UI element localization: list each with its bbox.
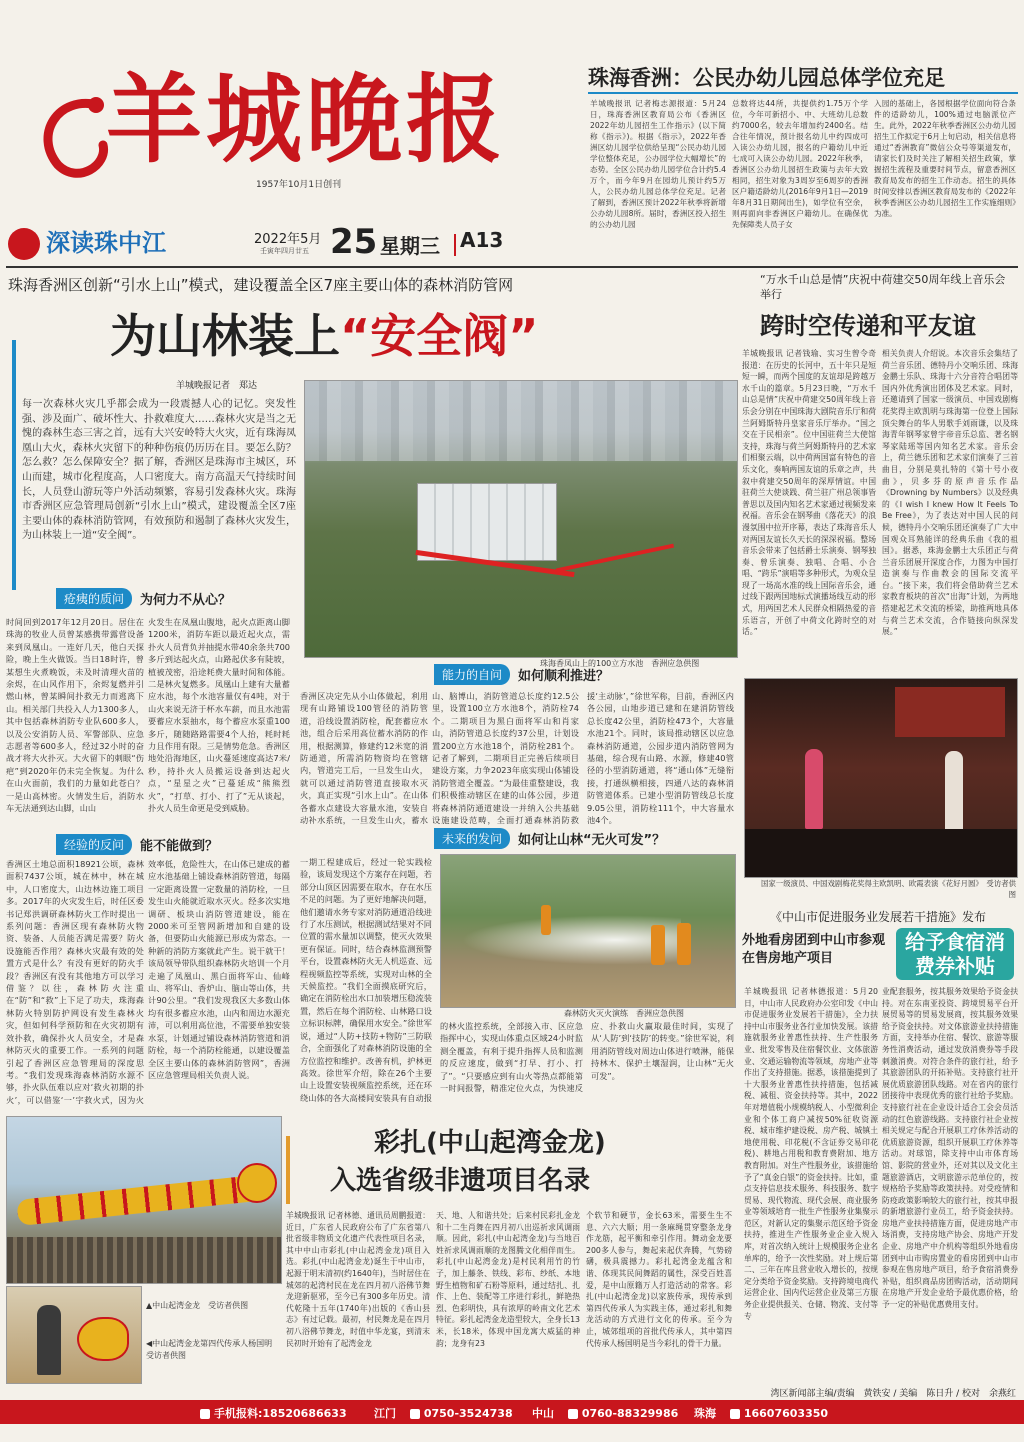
bottom-col1: 羊城晚报讯 记者林德、通讯员周鹏报道：近日，广东省人民政府公布了广东省第八批省级非物质文化遗产代表性项目名录，其中中山市彩扎(中山起湾金龙)项目入选。彩扎(中山起湾金龙)诞生于中山市，起源于明末清初(约1640年)，当时居住在城郊的起湾村民在龙在四月初八浴佛节舞龙迎新驱邪，至今已有300多年历史。清代乾隆十五年(1740年)出版的《香山县志》有过记载。最初，村民舞龙是在四月初八浴佛节舞龙，时值中华龙宴，到清末民初时开始有了起湾金龙 bbox=[286, 1211, 430, 1348]
sec4-tag: 未来的发问 bbox=[434, 828, 510, 849]
section-title bbox=[46, 226, 166, 260]
section-logo-icon bbox=[8, 228, 40, 260]
main-headline-part2: “安全阀” bbox=[340, 309, 539, 363]
top-story-col3: 入园的基础上，各园根据学位面向符合条件的适龄幼儿，100%通过电脑派位产生。此外，2022年秋季香洲区公办幼儿园招生工作拟定于6月上旬启动，相关信息将通过“香洲教育”微信公众号等渠道发布，请家长们及时关注了解相关招生政策，掌握招生流程及重要时间节点，留意香洲区教育局发布的招生工作动态。招生的具体时间安排以香洲区教育局发布的《2022年秋季香洲区公办幼儿园招生工作实施细则》为准。 bbox=[874, 99, 1016, 218]
phone-icon bbox=[200, 1409, 210, 1419]
right-top-kicker: “万水千山总是情”庆祝中荷建交50周年线上音乐会举行 bbox=[760, 273, 1006, 301]
main-lead: 每一次森林火灾几乎都会成为一段震撼人心的记忆。突发性强、涉及面广、破坏性大、扑救难度大……森林火灾是当之无愧的森林生态三害之首，远有大兴安岭特大火灾，近有珠海凤凰山大火，森林火灾留下的种种伤痕仍历历在目。要怎么防？怎么救？怎么保障安全？据了解，香洲区是珠海市主城区，环山而建，城市化程度高，人口密度大。南方高温天气持续时间长，人员登山游玩等户外活动频繁，容易引发森林火灾。珠海市香洲区应急管理局创新“引水上山”模式，建设覆盖全区7座主要山体的森林消防管网，有效预防和遏制了森林火灾发生，为山林装上一道“安全阀”。 bbox=[22, 399, 296, 542]
page-number: A13 bbox=[460, 228, 504, 252]
right-bottom-col1: 羊城晚报讯 记者林德报道：5月20日，中山市人民政府办公室印发《中山市促进服务业发展若干措施》，全力扶持中山市服务业各行业加快发展。该措施就服务业普惠性扶持、生产性服务业、批发零售及住宿餐饮业、文体旅游业、交通运输物流等领域，房地产业等作出了支持措施。据悉，该措施提到了十大服务业普惠性扶持措施，包括减税、减租、资金扶持等。其中，2022年对增值税小规模纳税人、小型微利企业和个体工商户减按50%征收资源税、城市维护建设税、房产税、城镇土地使用税、印花税(不含证券交易印花税)、耕地占用税和教育费附加、地方教育附加。对生产性服务业，该措施给予了“真金白银”的资金扶持。比如，重点支持信息技术服务、科技服务、数字贸易、现代物流、现代会展、商业服务业等领域培育一批生产性服务业集聚示范区，对新认定的集聚示范区给予资金扶持，推进生产性服务业企业入规入库，对首次纳入统计上规模服务企业名单库的，给予一次性奖励。对上规后第二、三年在库且营业收入增长的，按规定分类给予资金奖励。支持跨境电商代运营企业、国内代运营企业及第三方服务企业提供报关、仓储、物流、支付等专 bbox=[744, 987, 878, 1321]
zhongshan-label: 中山 bbox=[532, 1407, 554, 1420]
top-story-col2: 总数将达44所，共提供约1.75万个学位，今年可新招小、中、大班幼儿总数约7000名，较去年增加约2400名。结合往年情况，预计报名幼儿中约四成可入读公办幼儿园，报名的户籍幼儿中近七成可入读公办幼儿园。2022年秋季，香洲区公办幼儿园招生政策与去年大致相同，招生对象为3周岁至6周岁的香洲区户籍适龄幼儿(2016年9月1日—2019年8月31日期间出生)，如学位有空余，则再面向非香洲区户籍幼儿。在确保优先保障类人员子女 bbox=[732, 99, 868, 229]
inheritor-photo bbox=[6, 1286, 142, 1384]
phone-icon bbox=[730, 1409, 740, 1419]
sec2-label bbox=[56, 834, 218, 854]
sec2-tag: 经验的反问 bbox=[56, 834, 132, 855]
sec4-col2: 的林火监控系统，全部接入市、区应急指挥中心，实现山体重点区域24小时监测全覆盖，有利于提升指挥人员和监测的反应速度，做到“打早、打小、打了”。“只要感应到有山火等热点都能第一时间报警，精准定位火点，为快速反应、扑救山火赢取最佳时间，实现了从‘人防’到‘技防’的转变。”徐世军说，利用消防管线对周边山体进行喷淋，能保持林木、保护土壤湿润，让山林“无火可发”。 bbox=[440, 1021, 734, 1094]
lunar-date: 壬寅年四月廿五 bbox=[260, 247, 309, 255]
dragon-body bbox=[16, 1174, 267, 1226]
bottom-col3: 个软节和硬节，金长63米，需要生生不息、六六大顺；用一条麻绳贯穿整条龙身作龙筋，起平衡和牵引作用。舞动金龙要200多人参与，舞起来起伏奔腾，气势磅礴，极具震撼力。彩扎起湾金龙蕴含和谐、体现其民间舞蹈的属性，深受百姓喜爱，是中山原籍万人打造活动的常客。彩扎(中山起湾金龙)以家族传承，现传承到第四代传承人为实践主体，通过彩扎和舞龙活动的方式进行文化的传承。至今为止，城郊组项的首批代传承人，其中第四代传承人杨国明是当今彩扎的骨干力量。 bbox=[586, 1211, 732, 1348]
sec3-col1: 香洲区决定先从小山体做起，利用现有山路铺设100管径的消防管道，沿线设置消防栓，配套蓄应水池，组合后采用高位蓄水消防的作用，根据测算，修建约12米宽的消防通道，所需消防物资均在管辖内，管道完工后，一旦发生山火，就可以通过消防管道直接取水灭火，真正实现“引水上山”。在山体各蓄水点建设大容量水池，安装自动补水系统，一旦发生山火，蓄水 bbox=[300, 691, 428, 826]
bottom-headline-line2: 入选省级非遗项目名录 bbox=[330, 1166, 591, 1196]
main-kicker: 珠海香洲区创新“引水上山”模式，建设覆盖全区7座主要山体的森林消防管网 bbox=[8, 276, 514, 294]
top-story-col1: 羊城晚报讯 记者梅志源报道：5月24日，珠海香洲区教育局公布《香洲区2022年幼儿园招生工作指示》(以下简称《指示》)。根据《指示》，2022年香洲区幼儿园学位供给呈现“公民办幼儿园学位整体充足，公办园学位大幅增长”的态势。全区公民办幼儿园学位合计约5.4万个，而今年9月在园幼儿预计约5万人，公民办幼儿园总体学位充足。记者了解到，香洲区预计2022年秋季将新增公办幼儿园8所。届时，香洲区投入招生的公办幼儿园 bbox=[590, 99, 726, 229]
hotline-number: 18520686633 bbox=[262, 1407, 347, 1420]
sec3-tag: 能力的自问 bbox=[434, 664, 510, 685]
sec2-question: 能不能做到？ bbox=[140, 838, 219, 854]
sec1-col2: 火发生在凤凰山腹地，起火点距离山脚1200米，消防车距以最近起火点，需扑火人员背负并抽提水带40余条共700多斤到达起火点，山路起伏多有陡坡，植被茂密，沿途耗费大量时间和体能。二是林火复燃多。凤凰山上建有大量蓄应水池，每个水池容量仅有4吨，对于山火来说无济于杯水车薪，而且水池需要蓄应水泵抽水，每个蓄应水泵重100多斤，随随路路需要4个人抬，耗时耗力且作用有限。三是情势危急。香洲区地处沿海地区，山火蔓延速度高达7米/秒，持扑火人员搬运设备到达起火点，“星星之火”已蔓延成“熊熊烈火”，“打草、打小、打了”无从谈起，扑火人员生命更是受到威胁。 bbox=[148, 617, 290, 814]
sec1-tag: 疮痍的质问 bbox=[56, 588, 132, 609]
jiangmen-label: 江门 bbox=[374, 1407, 396, 1420]
footer-zhongshan bbox=[532, 1405, 678, 1421]
main-headline bbox=[110, 306, 538, 366]
performer-2 bbox=[945, 751, 963, 833]
right-top-col1: 羊城晚报讯 记者钱瑜、实习生曾令奇报道：在历史的长河中，五十年只是短短一瞬，而两个国度的友谊却是跨越万水千山的篇章。5月23日晚，“万水千山总是情”庆祝中荷建交50周年线上音乐会分别在中国珠海大剧院音乐厅和荷兰阿姆斯特丹皇家音乐厅举办。“国之交在于民相亲”。位中国驻荷兰大使馆支持，珠海与荷兰阿姆斯特丹的艺术家们相聚云端，以中荷两国富有特色的音乐文化，奏响两国友谊的乐章之声，共叙中荷建交50周年的深厚情谊。中国驻荷兰大使谈践、荷兰驻广州总领事皆普思以及国内知名艺术家通过视频发来祝福。音乐会在钢琴曲《落花天》的浪漫氛围中拉开序幕，表达了珠海音乐人对两国友谊长久天长的深深祝福。整场音乐会带来了包括爵士乐演奏、钢琴独奏、曾乐演奏、独唱、合唱、小合唱、“跨乐”演唱等多种形式，为观众呈现了一场高水准的线上国际音乐会，通过线下跟两国地标式演播场线互动的形式，用两国艺术人民群众相隔热爱的音乐语言，开创了中荷文化跨时空的对话。” bbox=[742, 349, 876, 637]
jiangmen-phone: 0750-3524738 bbox=[423, 1407, 513, 1420]
founded-date: 1957年10月1日创刊 bbox=[256, 180, 342, 190]
firefighter-2 bbox=[677, 923, 691, 965]
right-bottom-col2: 业配套服务，按其服务效果给予资金扶持。对在东南亚投资、跨境贸易平台开展贸易等的贸易发展商，按其服务效果给予资金扶持。对文体旅游业扶持措施方面，支持举办住宿、餐饮、旅游等服务性消费活动，通过发放消费券等手段刺激消费。对符合条件的旅行社，给予其旅游团队的开拓补贴。支持旅行社开展优质旅游团队线路。对在省内的旅行团接待中表现优秀的旅行社给予奖励。支持旅行社在企业设计适合工会会员活动的红色旅游线路。支持旅行社企业按相关规定与配合开展职工疗休养活动的优质旅游资源，组织开展职工疗休养等活动。对球馆，除支持中山市体育场馆、影院的营业外，还对其以及文化主题旅游酒店，文明旅游示范单位的，按规格给予奖励等政策扶持。对受疫情和防疫政策影响较大的旅行社，按其申报的新增旅游行业员工，给予资金扶持。房地产业扶持措施方面，促进房地产市场消费，支持房地产协会、房地产开发企业、房地产中介机构等组织外地看房团到中山市购房置业的看房团到中山市参观在售房地产项目，给予食宿消费券补贴，组织商品房团购活动，活动期间在房地产开发企业给予最优惠价格，给予一定的补贴优惠费用支付。 bbox=[882, 987, 1018, 1310]
firefighter-3 bbox=[541, 905, 551, 935]
sec1-question: 为何力不从心？ bbox=[140, 592, 232, 608]
hotline-label: 手机报料: bbox=[214, 1407, 263, 1420]
city-skyline bbox=[305, 381, 737, 461]
water-tank-photo-caption: 珠海香凤山上的100立方水池 香洲应急供图 bbox=[540, 659, 700, 668]
sec3-col2: 山、脑博山，消防管道总长度约12.5公里，设置100立方水池8个，消防栓74个。二期项目为黑白面将军山和肖家山，消防管道总长度约37公里，计划设置200立方水池18个，消防栓281个。记者了解到，二期项目正完善后续项目建设方案，力争2023年底实现山体铺设消防管道全覆盖。“为最佳重整建设，我们积极推动辖区在建的山体公园，步道将森林消防通道建设一并纳入公共基础设施建设范畴，全面打通森林消防救援‘主动脉’，”徐世军称，目前，香洲区内各公园，山地步道已建和在建消防管线总长度42公里，消防栓473个，大容量水池21个。同时，该局推动辖区以应急森林消防通道，公园步道内消防管网为基础，综合现有山路、水源，修建40管径的小型消防通道，将“通山体”无缝衔接，打通纵横相接，四通八达的森林消防管道体系。已建小型消防管线总长度9.05公里，消防栓111个，中大容量水池4个。 bbox=[432, 691, 734, 826]
right-top-col2: 相关负责人介绍说。本次音乐会集结了荷兰音乐团、德特丹小交响乐团、珠海金鹏士乐队、珠海十六分音符合唱团等国内外优秀演出团体及艺术家。同时，还邀请到了国家一级演员、中国戏剧梅花奖得主欧凯明与珠海第一位登上国际顶尖舞台的华人男歌手刘雨谦，以及珠海青年钢琴家曾宇帝音乐总监、著名钢琴家陆瑶等国内知名艺术家。音乐会上，荷兰德乐团和艺术家们演奏了三首曲目，分别是莫扎特的《第十号小夜曲》，贝多芬的原声音乐作品《Drowning by Numbers》以及经典的《I wish I knew How It Feels To Be Free》，为了表达对中国人民的问候，德特丹小交响乐团还演奏了广大中国观众耳熟能详的经典乐曲《我的祖国》。据悉，珠海金鹏士大乐团正与荷兰音乐团展开深度合作，力图为中国打造演奏与作曲教会的国际交流平台。“接下来，我们将会借助荷兰艺术家教育板块的首次“出海”计划，为两地搭建起艺术交流的桥梁，助推两地具体与荷兰艺术交流，合作链接向纵深发展。” bbox=[882, 349, 1018, 637]
section-title-text: 深读珠中江 bbox=[46, 229, 166, 257]
issue-day: 25 bbox=[330, 222, 378, 262]
water-tank-photo bbox=[304, 380, 738, 658]
inheritor-figure bbox=[37, 1305, 61, 1375]
dragon-head bbox=[237, 1163, 277, 1203]
logo-swirl-icon bbox=[28, 85, 118, 185]
water-tank bbox=[417, 483, 557, 561]
right-bottom-kicker: 《中山市促进服务业发展若干措施》发布 bbox=[770, 910, 987, 924]
orchestra bbox=[745, 829, 1017, 877]
section-bar bbox=[8, 224, 578, 264]
zhuhai-phone: 16607603350 bbox=[743, 1407, 829, 1420]
sec4-col1: 一期工程建成后，经过一轮实践检验，该局发现这个方案存在问题，若部分山顶区因需要在取水，存在水压不足的问题。为了更好地解决问题，他们邀请水务专家对消防通道沿线进行了水压测试，根据测试结果对不同位置的需水量加以调整，使灭火效果更有保证。同时，结合森林监测预警平台，设置森林防火无人机巡查、远程视频监控等系统，实现对山林的全天候监控。“我们全面摸底研究后，确定在消防栓出水口加装增压稳流装置，然后在每个消防栓、山林路口设立标识标牌，确保用水安全。”徐世军说，通过“人防+技防+物防”三防联合，全面强化了对森林消防设施的全方位监控和维护。改善有机，护林更高效。徐世军介绍，除在26个主要山上设置安装视频监控系统，还在环绕山体的各大高楼间安装具有自动报 bbox=[300, 857, 432, 1103]
logo-text: 羊城晚报 bbox=[106, 63, 506, 176]
zhongshan-phone: 0760-88329986 bbox=[581, 1407, 679, 1420]
top-story-rule bbox=[588, 92, 1018, 94]
firefighter bbox=[651, 925, 665, 965]
issue-date: 2022年5月 bbox=[254, 232, 322, 247]
phone-icon bbox=[568, 1409, 578, 1419]
top-story-headline: 珠海香洲：公民办幼儿园总体学位充足 bbox=[588, 66, 945, 90]
sec3-question: 如何顺利推进？ bbox=[518, 668, 610, 684]
golden-dragon-photo bbox=[6, 1116, 282, 1284]
crowd bbox=[7, 1237, 281, 1283]
concert-photo bbox=[744, 678, 1018, 878]
footer-zhuhai bbox=[694, 1405, 828, 1421]
sec2-col2: 效率低，危险性大，在山体已建成的蓄应水池基础上铺设森林消防管道，每隔一定距离设置一定数量的消防栓，一旦发生山火能就近取水灭火。经多次实地调研、板块山消防管道建设，能在2000米可至管网新增加和自建的设备，但要防山火能源已形成为常态。一种新的消防方案就此产生。说干就干！该局领导带队组织森林防火培训一个月走遍了凤凰山、黑白面将军山、仙峰山、将军山、香炉山、脑山等山体，共计90公里。“我们发现我区大多数山体均有很多蓄应水池，山内和周边水源充沛，可以利用高位池，不需要单独安装水泵，计划通过铺设森林消防管道和消防栓，每一个消防栓能通，以建设覆盖全区主要山体的森林消防管网”，香洲区应急管理局相关负责人说。 bbox=[148, 859, 290, 1080]
performer bbox=[805, 749, 823, 829]
pipe-2 bbox=[556, 544, 674, 573]
main-headline-part1: 为山林装上 bbox=[110, 309, 340, 363]
water-spray bbox=[461, 915, 681, 965]
sec1-col1: 时间回到2017年12月20日。居住在珠海的牧业人员曾某感携带露营设备来到凤凰山。一连好几天，他白天探险，晚上生火做饭。当日18时许，曾某想生火煮晚饭，未及时清理火苗的余烬，在山风作用下，余烬复燃并引燃山林，曾某瞬间扑救无力而逃离下山。相关部门共投入人力1300多人，其中包括森林消防专业队600多人，以及公安消防人员、军警部队、应急志愿者等600多人，经过32小时的奋战才将大火扑灭。大火留下的刺眼“伤疤”到2020年仍未完全恢复。为什么在山火面前，我们的力量如此苍白？一是山高林密。火情发生后，消防水车无法通到达山脚，山山 bbox=[6, 617, 144, 814]
dragon-caption-2: ◀中山起湾金龙第四代传承人杨国明 受访者供图 bbox=[146, 1339, 281, 1360]
header-rule bbox=[6, 266, 1018, 268]
sec2-col1: 香洲区土地总面积18921公顷，森林面积7437公顷，城在林中，林在城中，人口密度大，山边林边施工项目多。2017年的火灾发生后，时任区委书记郑洪调研森林防火工作时提出一系列问题：香洲区现有森林防火物资、装备、人员能否满足需要？防火设施能否作用？森林火灾最有效的处置方式是什么？有没有更好的防火手段？香洲区有没有其他地方可以学习借鉴？以往，森林防火注重在“防”和“救”上下足了功夫，珠海森林防火特别防护网设有发生森林火灾，但如何科学预防和在火灾初期有效扑救，确保扑火人员安全，才是森林防灭火的重要工作。一系列的问题引起了香洲区应急管理局的深度思考。“我们发现珠海森林消防水源不够，扑火队伍难以应对‘救火初期的扑火’，可以借鉴‘一’字救火式，因为火 bbox=[6, 859, 144, 1105]
right-bottom-headline-right-text: 给予食宿消费券补贴 bbox=[905, 930, 1005, 978]
sec3-label bbox=[434, 664, 609, 684]
sec4-question: 如何让山林“无火可发”？ bbox=[518, 832, 666, 848]
drill-photo-caption: 森林防火灭火演练 香洲应急供图 bbox=[564, 1009, 684, 1018]
sec4-label bbox=[434, 828, 665, 848]
drill-photo bbox=[440, 854, 736, 1008]
right-top-headline: 跨时空传递和平友谊 bbox=[760, 312, 976, 340]
main-side-bar bbox=[12, 340, 16, 590]
bottom-headline-line1: 彩扎(中山起湾金龙) bbox=[374, 1128, 606, 1158]
concert-photo-caption: 国家一级演员、中国戏剧梅花奖得主欧凯明、欧霞表演《花好月圆》 受访者供图 bbox=[761, 879, 1016, 899]
zhuhai-label: 珠海 bbox=[694, 1407, 716, 1420]
phone-icon bbox=[410, 1409, 420, 1419]
dragon-head-prop bbox=[77, 1317, 129, 1361]
dragon-caption-1: ▲中山起湾金龙 受访者供图 bbox=[146, 1301, 249, 1310]
footer-hotline bbox=[200, 1405, 347, 1421]
footer-jiangmen bbox=[374, 1405, 513, 1421]
main-byline: 羊城晚报记者 郑达 bbox=[176, 381, 258, 391]
stage-screen bbox=[895, 687, 1005, 737]
sec1-label bbox=[56, 588, 231, 608]
page-divider bbox=[454, 234, 456, 256]
footer-bar bbox=[0, 1400, 1024, 1424]
bottom-col2: 天、地、人和谐共处；后来村民彩扎金龙和十二生肖舞在四月初八出巡祈求风调雨顺。因此，彩扎(中山起湾金龙)与当地百姓祈求风调雨顺的龙图腾文化相伴而生。彩扎(中山起湾金龙)是村民利用竹的竹子，加上藤条、铁线、彩布、纱纸、本地野生植物和矿石粉等原料，通过结扎、扎作、上色、装配等工序进行彩扎，鲜艳热烈、色彩明快，具有浓厚的岭南文化艺术特征。彩扎起湾金龙造型较大，全身长13米，长18米，体现中国龙寓大威猛的神韵；龙身有23 bbox=[436, 1211, 580, 1348]
weekday: 星期三 bbox=[380, 234, 440, 258]
right-bottom-headline-left: 外地看房团到中山市参观在售房地产项目 bbox=[742, 933, 886, 966]
footer-editors: 湾区新闻部主编/责编 黄铁安 / 美编 陈日升 / 校对 余燕红 bbox=[770, 1389, 1016, 1399]
